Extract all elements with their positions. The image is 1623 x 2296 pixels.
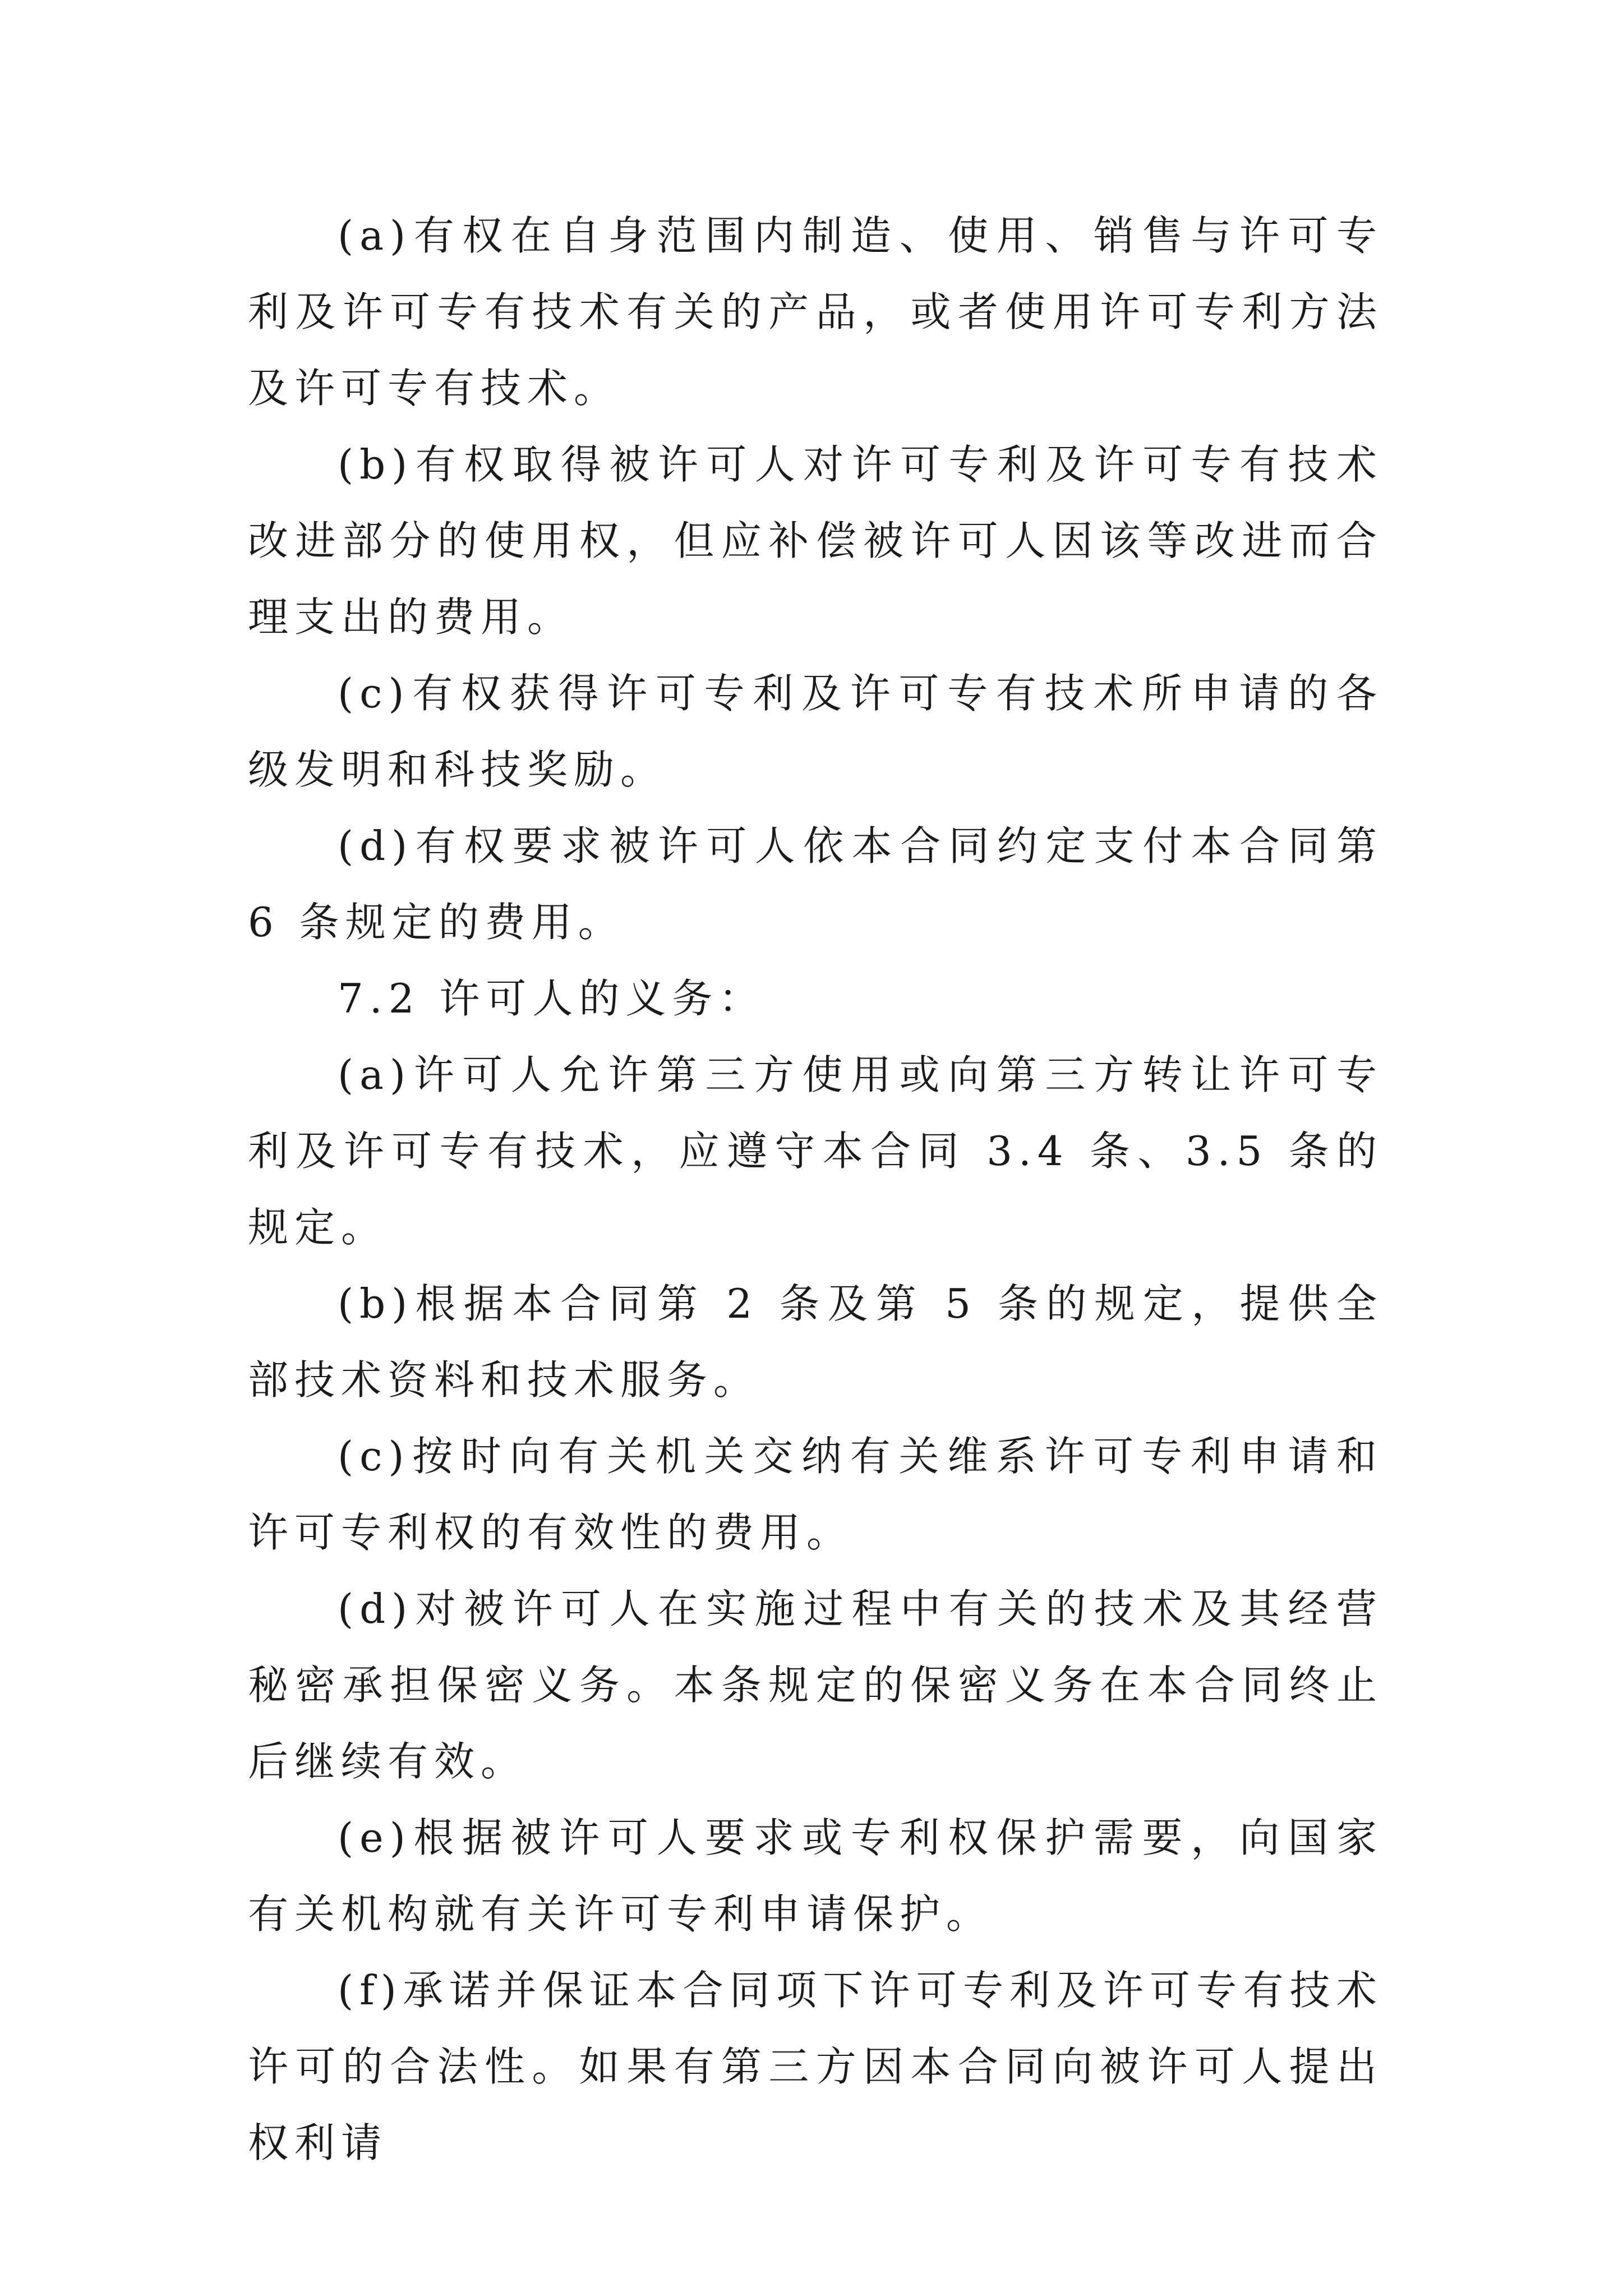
section-heading-licensor-obligations: 7.2 许可人的义务： (338, 975, 766, 1022)
paragraph-d-licensor-right-fees: (d)有权要求被许可人依本合同约定支付本合同第 6 条规定的费用。 (248, 822, 1383, 946)
document-body (248, 197, 1383, 2181)
paragraph-b-licensor-right-improvements: (b)有权取得被许可人对许可专利及许可专有技术改进部分的使用权，但应补偿被许可人因该等改进而合理支出的费用。 (248, 441, 1383, 641)
paragraph-e-obligation-protection: (e)根据被许可人要求或专利权保护需要，向国家有关机构就有关许可专利申请保护。 (248, 1814, 1383, 1938)
paragraph-c-licensor-right-awards: (c)有权获得许可专利及许可专有技术所申请的各级发明和科技奖励。 (248, 670, 1383, 793)
paragraph-a-licensor-right-use: (a)有权在自身范围内制造、使用、销售与许可专利及许可专有技术有关的产品，或者使用许可专利方法及许可专有技术。 (248, 212, 1383, 412)
paragraph-f-obligation-legality: (f)承诺并保证本合同项下许可专利及许可专有技术许可的合法性。如果有第三方因本合同向被许可人提出权利请 (248, 1967, 1383, 2166)
paragraph-a-obligation-third-party: (a)许可人允许第三方使用或向第三方转让许可专利及许可专有技术，应遵守本合同 3.4 条、3.5 条的规定。 (248, 1051, 1383, 1251)
paragraph-d-obligation-confidentiality: (d)对被许可人在实施过程中有关的技术及其经营秘密承担保密义务。本条规定的保密义务在本合同终止后继续有效。 (248, 1585, 1383, 1785)
paragraph-c-obligation-fees: (c)按时向有关机关交纳有关维系许可专利申请和许可专利权的有效性的费用。 (248, 1433, 1383, 1556)
paragraph-b-obligation-materials: (b)根据本合同第 2 条及第 5 条的规定，提供全部技术资料和技术服务。 (248, 1280, 1383, 1404)
